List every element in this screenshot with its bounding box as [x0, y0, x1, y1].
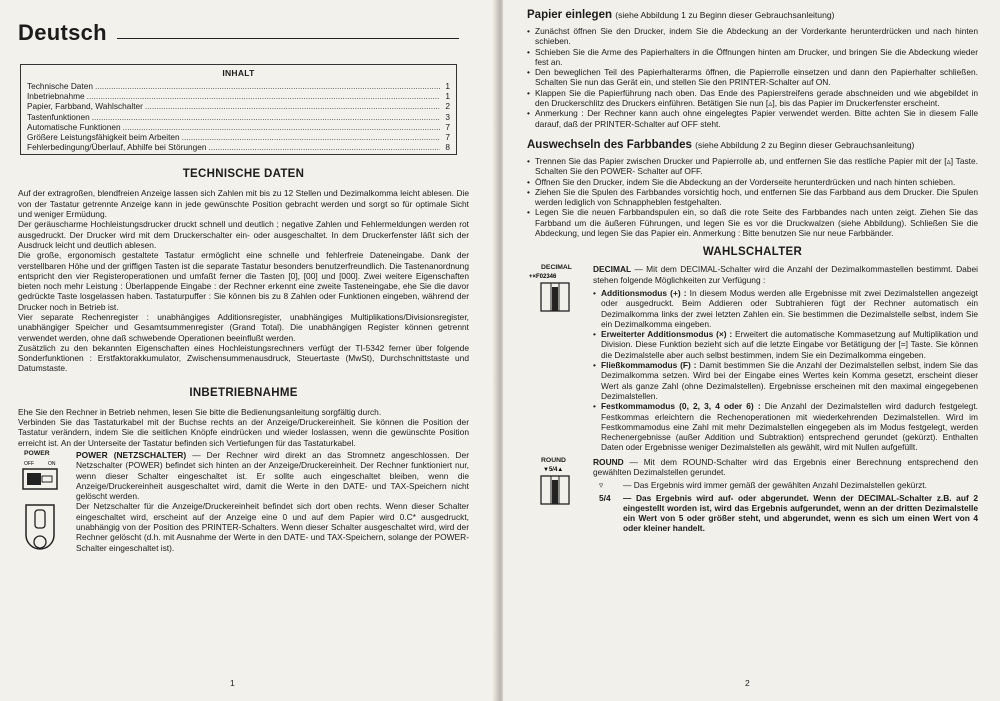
round-text: — Mit dem ROUND-Schalter wird das Ergebnis einer Berechnung entsprechend den gewählten Dezimalstellen gerundet. — [593, 456, 978, 477]
toc-label: Technische Daten — [27, 81, 93, 91]
decimal-term: DECIMAL — [593, 264, 632, 275]
power-paragraph-2: Der Netzschalter für die Anzeige/Druckereinheit befindet sich dort oben rechts. Wenn dieser Schalter eingeschaltet wird, erscheint auf der Anzeige eine 0 und auf dem Papier wird 0.C* ausgedruckt, unabhängig von der Position des PRINTER-Schalters. Wenn dieser Schalter ausgeschaltet wird, wird der Rechner gelöscht (d.h. mit Ausnahme der Werte in den DATE- und TAX-Speichern, solange der POWER-Schalter eingeschaltet ist). — [76, 501, 469, 553]
list-item: • Klappen Sie die Papierführung nach oben. Das Ende des Papierstreifens gerade abschneiden und wie abgebildet in den Druckerschlitz des Druckers einführen. Betätigen Sie nun [▵], bis das Papier im Druckerfenster erscheint. — [527, 88, 978, 109]
toc-heading: INHALT — [222, 68, 255, 78]
list-item: • Schieben Sie die Arme des Papierhalters in die Öffnungen hinten am Drucker, und bringen Sie die Abdeckung wieder fest an. — [527, 47, 978, 68]
power-on-label: ON — [48, 460, 56, 467]
section-title-inbetriebnahme: INBETRIEBNAHME — [189, 386, 298, 399]
tech-paragraph: Die große, ergonomisch gestaltete Tastatur ermöglicht eine schnelle und fehlerfreie Dateneingabe. Dank der verstellbaren Höhe und der griffigen Tasten ist die separate Tastatur besonders benutzerfreundlich. Die Tastenanordnung entspricht den vier Registeroperationen und umfaßt ferner die Tasten [0], [00] und [000]. Zwei weitere Eigenschaften bieten noch mehr Leistung : Überlappende Eingabe : der Rechner erkennt eine zweite Tasteneingabe, ehe Sie die davor gedrückte Taste losgelassen haben. Tastaturpuffer : Sie können bis zu 8 Zahlen oder Funktionen eingeben, während der Drucker noch in Betrieb ist. — [18, 250, 469, 312]
language-header — [18, 10, 469, 46]
page-number: 1 — [230, 678, 235, 688]
toc-label: Inbetriebnahme — [27, 91, 85, 102]
decimal-switch-icon — [527, 271, 587, 315]
toc-leader — [145, 101, 440, 111]
toc-page: 1 — [445, 91, 450, 102]
header-rule — [117, 38, 459, 39]
toc-leader — [123, 122, 440, 132]
round-option — [599, 493, 978, 534]
power-switch-illustrations — [18, 450, 76, 562]
round-description — [593, 457, 978, 534]
farb-subtitle: (siehe Abbildung 2 zu Beginn dieser Gebrauchsanleitung) — [695, 139, 915, 150]
right-page — [503, 0, 1000, 701]
decimal-switch-illustration — [527, 264, 593, 452]
toc-leader — [87, 91, 440, 101]
toc-leader — [95, 81, 440, 91]
inbetrieb-paragraph: Ehe Sie den Rechner in Betrieb nehmen, lesen Sie bitte die Bedienungsanleitung sorgfältig durch. — [18, 406, 382, 417]
toc-page: 2 — [445, 101, 450, 112]
decimal-paragraph — [593, 264, 978, 285]
round-option — [599, 480, 978, 490]
inbetrieb-paragraph: Verbinden Sie das Tastaturkabel mit der Buchse rechts an der Anzeige/Druckereinheit. Sie können die Position der Tastatur verändern, indem Sie die seitlichen Knöpfe eindrücken und wieder loslassen, wenn die gewünschte Position erreicht ist. An der Unterseite der Tastatur befinden sich Vertiefungen für das Tastaturkabel. — [18, 417, 469, 448]
toc-row[interactable] — [27, 91, 450, 101]
round-option-text: — Das Ergebnis wird immer gemäß der gewählten Anzahl Dezimalstellen gekürzt. — [623, 480, 927, 491]
mode-term: Fließkommamodus (F) : — [601, 360, 697, 371]
toc-label: Fehlerbedingung/Überlauf, Abhilfe bei Störungen — [27, 142, 207, 153]
round-option-key: ▿ — [599, 480, 604, 491]
section-title-papier — [527, 8, 978, 22]
round-switch-illustration — [527, 457, 593, 534]
power-switch-icon — [18, 457, 68, 557]
toc-page: 3 — [445, 111, 450, 122]
toc-row[interactable] — [27, 81, 450, 91]
toc-row[interactable] — [27, 101, 450, 111]
papier-list — [527, 26, 978, 129]
section-title-wahlschalter: WAHLSCHALTER — [702, 246, 803, 259]
papier-title: Papier einlegen — [527, 9, 613, 21]
power-off-label: OFF — [24, 460, 34, 467]
section-title-technische-daten: TECHNISCHE DATEN — [182, 168, 305, 181]
power-term: POWER (NETZSCHALTER) — [76, 449, 187, 460]
toc-leader — [208, 142, 440, 152]
list-item: • Zunächst öffnen Sie den Drucker, indem Sie die Abdeckung an der Vorderkante herunterdrücken und nach hinten schieben. — [527, 26, 978, 47]
mode-text: Die Anzahl der Dezimalstellen wird dadurch festgelegt. Festkommas erleichtern die Rechenoperationen mit wiederkehrenden Dezimalstellen. Wird im Festkommamodus eine Zahl mit mehr Dezimalstellen eingegeben als im Modus festgelegt, werden Rechenergebnisse (außer Addition und Subtraktion) entsprechend gerundet (gekürzt). Enthalten Daten oder Ergebnisse weniger Dezimalstellen als gewählt, wird mit Nullen aufgefüllt. — [601, 401, 978, 453]
mode-text: Damit bestimmen Sie die Anzahl der Dezimalstellen selbst, indem Sie das Dezimalkomma setzen. Wird bei der Eingabe eines Wertes kein Komma gesetzt, erscheint dieser Wert als ganze Zahl (ohne Dezimalstellen). Ergebnisse erscheinen mit den maximal eingegebenen Dezimalstellen. — [601, 360, 978, 401]
power-description — [76, 450, 469, 562]
list-item — [593, 401, 978, 452]
list-item: • Ziehen Sie die Spulen des Farbbandes vorsichtig hoch, und entfernen Sie das Farbband aus dem Drucker. Die Spulen werden lediglich von Schnappheblen festgehalten. — [527, 187, 978, 208]
decimal-icon-label: DECIMAL — [541, 264, 572, 272]
toc-page: 8 — [445, 142, 450, 153]
toc-label: Tastenfunktionen — [27, 111, 90, 122]
toc-row[interactable] — [27, 112, 450, 122]
tech-paragraph: Der geräuscharme Hochleistungsdrucker druckt schnell und deutlich ; negative Zahlen und Fehlermeldungen werden rot ausgedruckt. Der Drucker wird mit dem Druckerschalter ein- oder ausgeschaltet. In dem Druckerfenster läßt sich der Ausdruck leicht und deutlich ablesen. — [18, 219, 469, 250]
table-of-contents — [20, 64, 457, 155]
toc-leader — [92, 112, 440, 122]
left-page — [0, 0, 497, 701]
power-text-1: — Der Rechner wird direkt an das Stromnetz angeschlossen. Der Netzschalter (POWER) befindet sich hinten an der Anzeige/Druckereinheit. Der Rechner funktioniert nur, wenn dieser Schalter eingeschaltet ist. Er sollte auch eingeschaltet bleiben, wenn die Anzeige/Druckereinheit ausgeschaltet wird, damit die Werte in den DATE- und TAX-Speichern nicht gelöscht werden. — [76, 449, 469, 502]
tech-paragraph: Vier separate Rechenregister : unabhängiges Additionsregister, unabhängiges Multiplikations/Divisionsregister, unabhängiger Speicher und Gesamtsummenregister (Grand Total). Die unabhängigen Register können getrennt verwendet werden, ohne daß schwebende Operationen beeinflußt werden. — [18, 311, 469, 343]
list-item: • Den beweglichen Teil des Papierhalterarms öffnen, die Papierrolle einsetzen und dann den Papierhalter schließen. Schalten Sie nun das Gerät ein, und stellen Sie den PRINTER-Schalter auf ON. — [527, 67, 978, 88]
power-section — [18, 450, 469, 562]
page-number: 2 — [745, 678, 750, 688]
mode-term: Additionsmodus (+) : — [601, 287, 687, 298]
list-item: • Trennen Sie das Papier zwischen Drucker und Papierrolle ab, und entfernen Sie das restliche Papier mit der [▵] Taste. Schalten Sie den POWER- Schalter auf OFF. — [527, 156, 978, 177]
decimal-section — [527, 264, 978, 452]
power-icon-label: POWER — [24, 449, 50, 457]
section-title-farbband — [527, 138, 978, 152]
round-term: ROUND — [593, 456, 624, 467]
round-option-text: — Das Ergebnis wird auf- oder abgerundet. Wenn der DECIMAL-Schalter z.B. auf 2 eingestellt worden ist, wird das Ergebnis aufgerundet, wenn an der dritten Dezimalstelle ein Wert von 5 oder größer steht, und abgerundet, wenn es sich um einen Wert von 4 oder kleiner handelt. — [623, 492, 978, 534]
mode-term: Festkommamodus (0, 2, 3, 4 oder 6) : — [601, 401, 761, 412]
list-item — [593, 360, 978, 401]
farb-title: Auswechseln des Farbbandes — [527, 138, 692, 151]
decimal-text: — Mit dem DECIMAL-Schalter wird die Anzahl der Dezimalkommastellen bestimmt. Dabei stehen folgende Möglichkeiten zur Verfügung : — [593, 264, 978, 285]
toc-page: 1 — [445, 81, 450, 91]
mode-term: Erweiterter Additionsmodus (×) : — [601, 329, 733, 340]
toc-row[interactable] — [27, 132, 450, 142]
round-section — [527, 457, 978, 534]
toc-row[interactable] — [27, 122, 450, 132]
toc-row[interactable] — [27, 142, 450, 152]
toc-page: 7 — [445, 121, 450, 132]
decimal-scale-label: +×F02346 — [529, 274, 557, 281]
decimal-description — [593, 264, 978, 452]
list-item: • Legen Sie die neuen Farbbandspulen ein, so daß die rote Seite des Farbbandes nach unten zeigt. Ziehen Sie das Farbband um die äußeren Führungen, und legen Sie es vor die Druckwalzen (siehe Abbildung). Schließen Sie die Abdeckung, und legen Sie das Papier ein. Anmerkung : Bitte benutzen Sie nur neue Farbbänder. — [527, 207, 978, 238]
toc-leader — [182, 132, 440, 142]
round-icon-label: ROUND — [541, 456, 566, 464]
mode-text: Erweitert die automatische Kommasetzung auf Multiplikation und Division. Diese Funktion bezieht sich auf die letzte Eingabe vor Betätigung der [=] Taste. Sie können die Dezimalstelle aber auch selbst bestimmen, indem Sie ein Dezimalkomma eingeben. — [601, 329, 978, 360]
list-item — [593, 288, 978, 329]
power-paragraph — [76, 450, 469, 501]
toc-page: 7 — [445, 132, 450, 143]
round-switch-icon — [527, 464, 587, 508]
list-item — [593, 329, 978, 360]
round-scale-label: ▼5/4▲ — [543, 466, 564, 473]
round-paragraph — [593, 457, 978, 478]
toc-label: Automatische Funktionen — [27, 121, 121, 132]
tech-paragraph: Zusätzlich zu den bekannten Eigenschaften eines Hochleistungsrechners verfügt der TI-5342 ferner über folgende Sonderfunktionen : Erstfaktorakkumulator, Zwischensummenausdruck, Steuertaste (MwSt), Durchschnittstaste und Datumstaste. — [18, 342, 469, 374]
mode-text: In diesem Modus werden alle Ergebnisse mit zwei Dezimalstellen angezeigt oder ausgedruckt. Beim Addieren oder Subtrahieren fügt der Rechner automatisch ein Dezimalkomma links der zwei letzten Zahlen ein. Sie bestimmen die Dezimalstelle selbst, indem Sie ein Dezimalkomma eingeben. — [601, 287, 978, 329]
farb-list — [527, 156, 978, 238]
round-option-key: 5/4 — [599, 492, 611, 503]
toc-label: Papier, Farbband, Wahlschalter — [27, 101, 143, 112]
decimal-mode-list — [593, 288, 978, 453]
language-title: Deutsch — [18, 20, 107, 45]
toc-label: Größere Leistungsfähigkeit beim Arbeiten — [27, 132, 180, 143]
tech-paragraph: Auf der extragroßen, blendfreien Anzeige lassen sich Zahlen mit bis zu 12 Stellen und Dezimalkomma leicht ablesen. Die von der Tastatur getrennte Anzeige kann in jede gewünschte Position gebracht werden und sorgt so für optimale Sicht und weniger Ermüdung. — [18, 188, 469, 220]
list-item: • Öffnen Sie den Drucker, indem Sie die Abdeckung an der Vorderseite herunterdrücken und nach hinten schieben. — [527, 177, 978, 187]
list-item: • Anmerkung : Der Rechner kann auch ohne eingelegtes Papier verwendet werden. Bitte achten Sie in diesem Falle darauf, daß der PRINTER-Schalter auf OFF steht. — [527, 108, 978, 129]
papier-subtitle: (siehe Abbildung 1 zu Beginn dieser Gebrauchsanleitung) — [615, 10, 835, 20]
